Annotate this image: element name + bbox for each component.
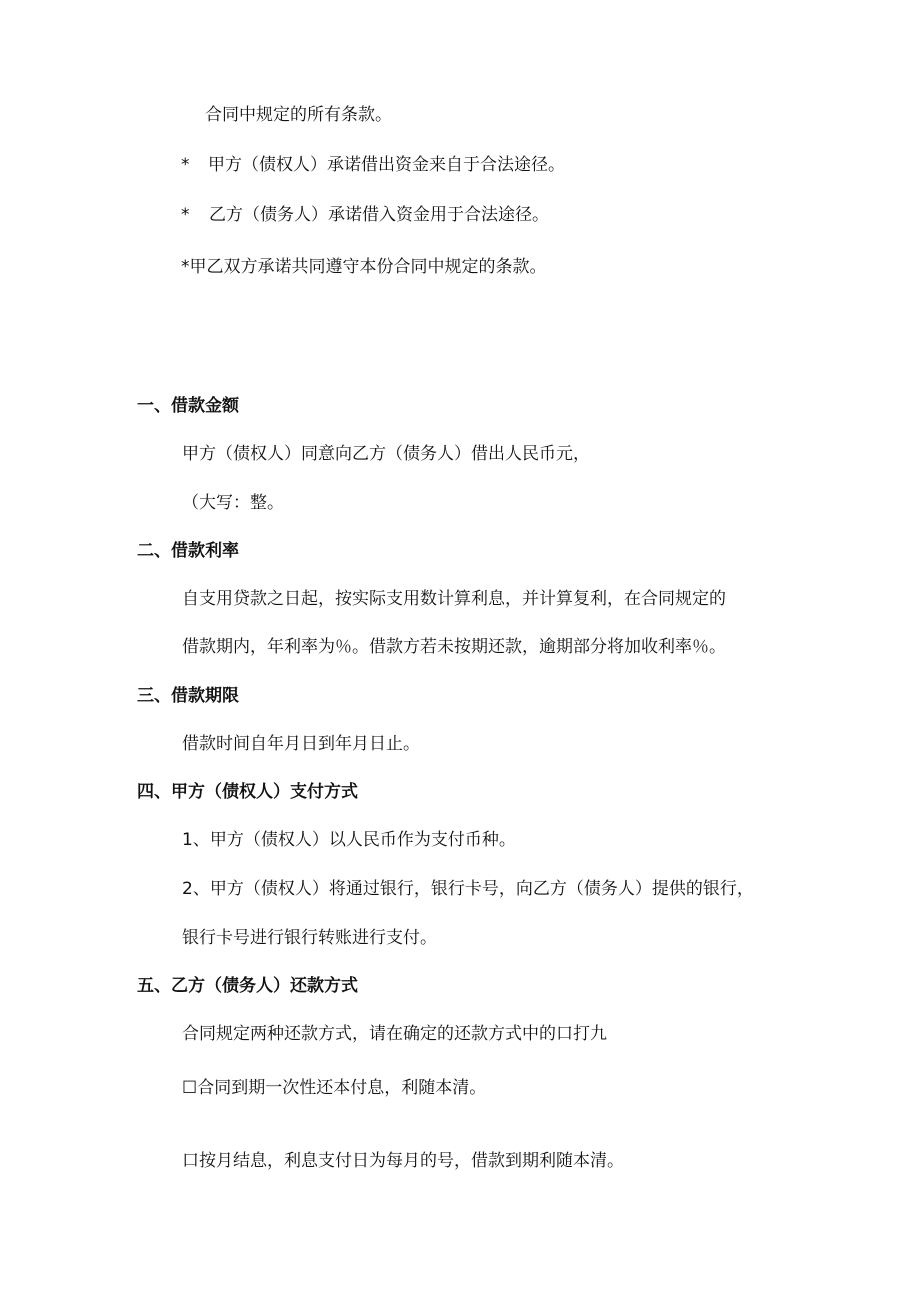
- payment-line-1: 1、甲方（债权人）以人民币作为支付币种。: [182, 830, 516, 850]
- bullet-marker: *: [181, 155, 190, 175]
- amount-line-1: 甲方（债权人）同意向乙方（债务人）借出人民币元，: [182, 444, 590, 464]
- section-heading-payment: 四、甲方（债权人）支付方式: [137, 782, 358, 802]
- rate-line-1: 自支用贷款之日起，按实际支用数计算利息，并计算复利，在合同规定的: [182, 589, 726, 609]
- payment-line-2: 2、甲方（债权人）将通过银行，银行卡号，向乙方（债务人）提供的银行，: [182, 879, 754, 899]
- repayment-option-monthly: 口按月结息，利息支付日为每月的号，借款到期利随本清。: [182, 1151, 624, 1171]
- bullet-borrower-promise: [181, 204, 549, 226]
- repayment-line-1: 合同规定两种还款方式，请在确定的还款方式中的口打九: [182, 1024, 607, 1044]
- bullet-marker: *: [181, 205, 190, 225]
- section-heading-rate: 二、借款利率: [137, 541, 239, 561]
- section-heading-repayment: 五、乙方（债务人）还款方式: [137, 976, 358, 996]
- intro-continuation: 合同中规定的所有条款。: [205, 105, 392, 125]
- repayment-option-lump-sum: ☐合同到期一次性还本付息，利随本清。: [182, 1078, 487, 1098]
- bullet-text: 甲方（债权人）承诺借出资金来自于合法途径。: [208, 155, 565, 175]
- rate-line-2: 借款期内，年利率为％。借款方若未按期还款，逾期部分将加收利率％。: [182, 637, 726, 657]
- section-heading-amount: 一、借款金额: [137, 396, 239, 416]
- bullet-text: 乙方（债务人）承诺借入资金用于合法途径。: [209, 205, 549, 225]
- section-heading-term: 三、借款期限: [137, 686, 239, 706]
- term-line-1: 借款时间自年月日到年月日止。: [182, 734, 420, 754]
- amount-line-2: （大写：整。: [182, 493, 284, 513]
- joint-promise: *甲乙双方承诺共同遵守本份合同中规定的条款。: [181, 257, 547, 277]
- bullet-lender-promise: [181, 154, 565, 176]
- payment-line-3: 银行卡号进行银行转账进行支付。: [182, 928, 437, 948]
